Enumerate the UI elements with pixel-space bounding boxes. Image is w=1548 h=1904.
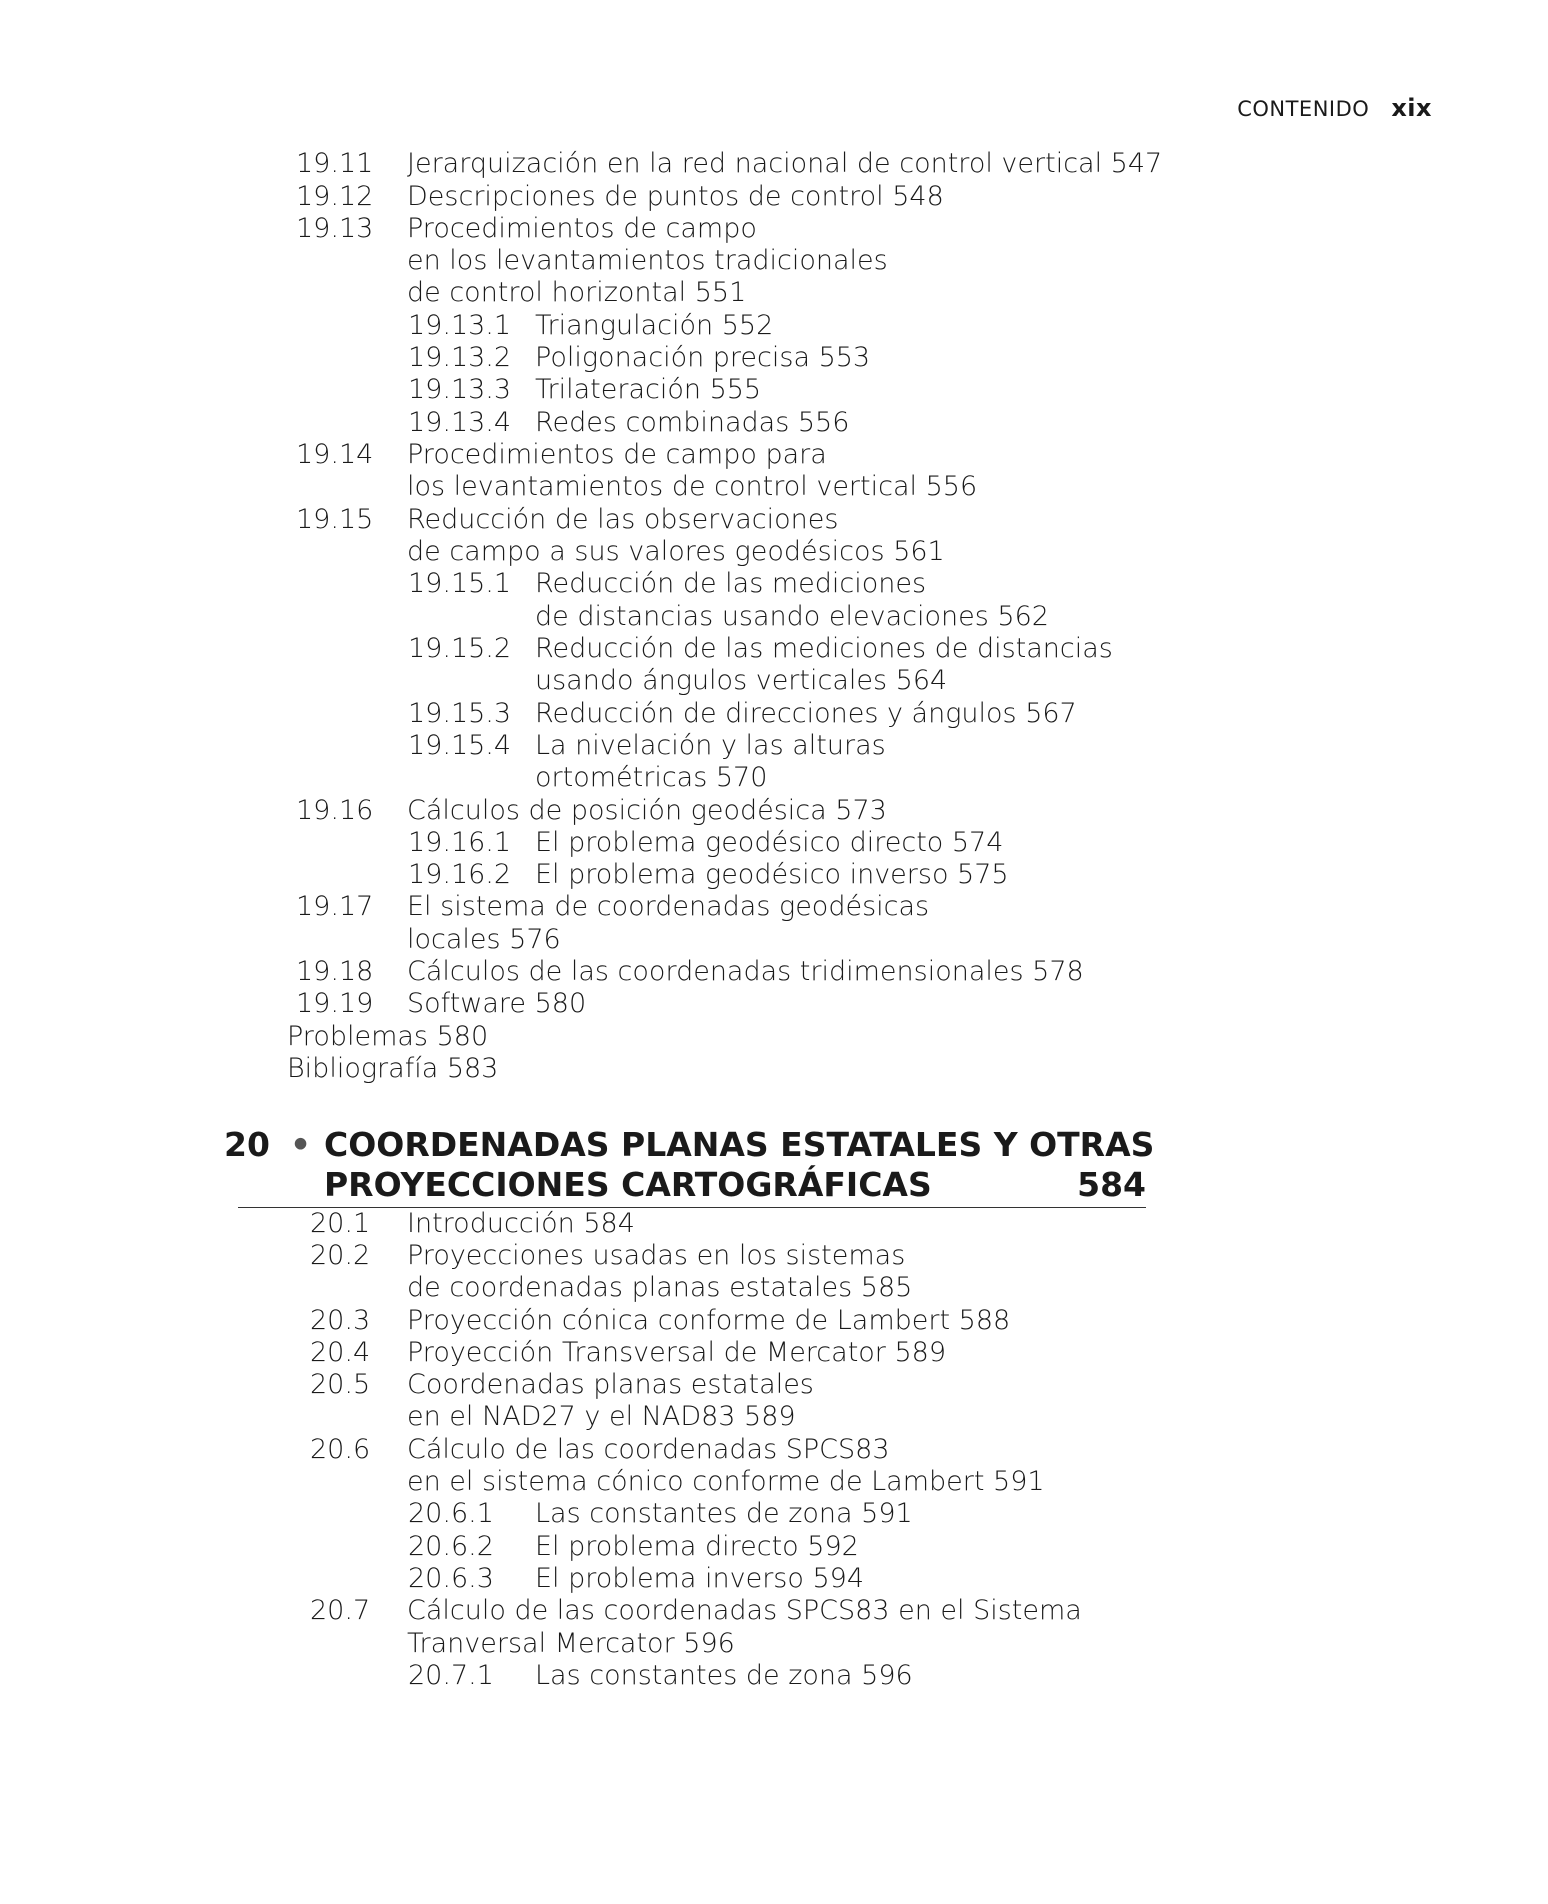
toc-entry-text: en el NAD27 y el NAD83 589 (407, 1401, 796, 1432)
toc-entry-text: Procedimientos de campo para (407, 439, 827, 470)
toc-entry-number: 19.15.2 (408, 633, 512, 664)
toc-entry-text: El problema inverso 594 (535, 1563, 864, 1594)
toc-entry-number: 19.16.1 (408, 827, 512, 858)
toc-entry-number: 20.6.3 (408, 1563, 494, 1594)
toc-entry-text: Las constantes de zona 591 (535, 1498, 913, 1529)
header-label: CONTENIDO (1237, 97, 1370, 121)
toc-entry-text: Reducción de las mediciones de distancias (535, 633, 1113, 664)
toc-entry-text: Coordenadas planas estatales (407, 1369, 814, 1400)
toc-entry-number: 20.6 (310, 1434, 371, 1465)
toc-entry-number: 19.13.2 (408, 342, 512, 373)
toc-entry-number: 19.13.4 (408, 407, 512, 438)
chapter-divider (238, 1207, 1146, 1208)
toc-entry-text: usando ángulos verticales 564 (535, 665, 948, 696)
toc-entry-text: de control horizontal 551 (407, 277, 747, 308)
toc-entry-text: Proyección cónica conforme de Lambert 588 (407, 1305, 1011, 1336)
toc-entry: Problemas 580 (287, 1021, 489, 1052)
toc-entry-text: Triangulación 552 (535, 310, 774, 341)
toc-entry-text: Cálculo de las coordenadas SPCS83 (407, 1434, 890, 1465)
toc-entry-number: 19.11 (296, 148, 374, 179)
toc-entry-text: Poligonación precisa 553 (535, 342, 871, 373)
chapter-title-line-1: COORDENADAS PLANAS ESTATALES Y OTRAS (324, 1125, 1155, 1164)
toc-entry-number: 19.13 (296, 213, 374, 244)
toc-entry-text: Software 580 (407, 988, 587, 1019)
toc-entry-text: La nivelación y las alturas (535, 730, 886, 761)
running-header (1237, 94, 1432, 122)
toc-entry-number: 20.5 (310, 1369, 371, 1400)
chapter-title-line-2: PROYECCIONES CARTOGRÁFICAS (324, 1165, 932, 1204)
chapter-page: 584 (1077, 1165, 1146, 1204)
toc-entry-text: ortométricas 570 (535, 762, 768, 793)
toc-entry-text: Reducción de las mediciones (535, 568, 927, 599)
toc-entry-text: El problema directo 592 (535, 1531, 859, 1562)
toc-entry-number: 19.18 (296, 956, 374, 987)
toc-entry-text: Proyecciones usadas en los sistemas (407, 1240, 906, 1271)
toc-entry-text: Tranversal Mercator 596 (407, 1628, 735, 1659)
toc-entry-number: 19.13.1 (408, 310, 512, 341)
toc-entry-text: los levantamientos de control vertical 556 (407, 471, 978, 502)
toc-entry-text: Reducción de direcciones y ángulos 567 (535, 698, 1077, 729)
chapter-bullet: • (290, 1125, 312, 1164)
toc-entry-text: Redes combinadas 556 (535, 407, 850, 438)
toc-entry: Bibliografía 583 (287, 1053, 499, 1084)
toc-entry-text: Procedimientos de campo (407, 213, 757, 244)
toc-entry-text: El sistema de coordenadas geodésicas (407, 891, 930, 922)
toc-entry-text: en el sistema cónico conforme de Lambert 591 (407, 1466, 1045, 1497)
toc-entry-number: 20.7.1 (408, 1660, 494, 1691)
toc-entry-text: El problema geodésico inverso 575 (535, 859, 1009, 890)
toc-entry-number: 20.2 (310, 1240, 371, 1271)
toc-entry-text: Trilateración 555 (535, 374, 762, 405)
toc-entry-number: 20.7 (310, 1595, 371, 1626)
toc-entry-text: Cálculos de posición geodésica 573 (407, 795, 887, 826)
toc-entry-number: 19.15.3 (408, 698, 512, 729)
page-number: xix (1391, 94, 1432, 122)
toc-entry-text: de distancias usando elevaciones 562 (535, 601, 1049, 632)
toc-entry-text: de campo a sus valores geodésicos 561 (407, 536, 945, 567)
toc-entry-number: 19.13.3 (408, 374, 512, 405)
toc-entry-text: Las constantes de zona 596 (535, 1660, 913, 1691)
toc-entry-number: 19.17 (296, 891, 374, 922)
toc-entry-text: Descripciones de puntos de control 548 (407, 181, 944, 212)
toc-entry-number: 19.16 (296, 795, 374, 826)
toc-entry-number: 19.15 (296, 504, 374, 535)
chapter-number: 20 (224, 1125, 270, 1164)
toc-entry-number: 20.6.1 (408, 1498, 494, 1529)
toc-entry-number: 19.12 (296, 181, 374, 212)
toc-entry-text: Jerarquización en la red nacional de control vertical 547 (407, 148, 1163, 179)
toc-entry-text: Introducción 584 (407, 1208, 635, 1239)
toc-entry-text: locales 576 (407, 924, 561, 955)
toc-entry-text: de coordenadas planas estatales 585 (407, 1272, 913, 1303)
toc-entry-text: Cálculo de las coordenadas SPCS83 en el Sistema (407, 1595, 1082, 1626)
toc-entry-text: en los levantamientos tradicionales (407, 245, 888, 276)
toc-entry-number: 19.16.2 (408, 859, 512, 890)
toc-entry-text: Proyección Transversal de Mercator 589 (407, 1337, 947, 1368)
toc-entry-text: Reducción de las observaciones (407, 504, 839, 535)
toc-entry-number: 20.3 (310, 1305, 371, 1336)
toc-entry-number: 19.15.1 (408, 568, 512, 599)
toc-entry-number: 19.19 (296, 988, 374, 1019)
toc-entry-number: 20.4 (310, 1337, 371, 1368)
toc-entry-number: 19.15.4 (408, 730, 512, 761)
toc-entry-text: El problema geodésico directo 574 (535, 827, 1004, 858)
toc-entry-number: 20.6.2 (408, 1531, 494, 1562)
toc-entry-text: Cálculos de las coordenadas tridimensionales 578 (407, 956, 1084, 987)
toc-entry-number: 19.14 (296, 439, 374, 470)
toc-entry-number: 20.1 (310, 1208, 371, 1239)
